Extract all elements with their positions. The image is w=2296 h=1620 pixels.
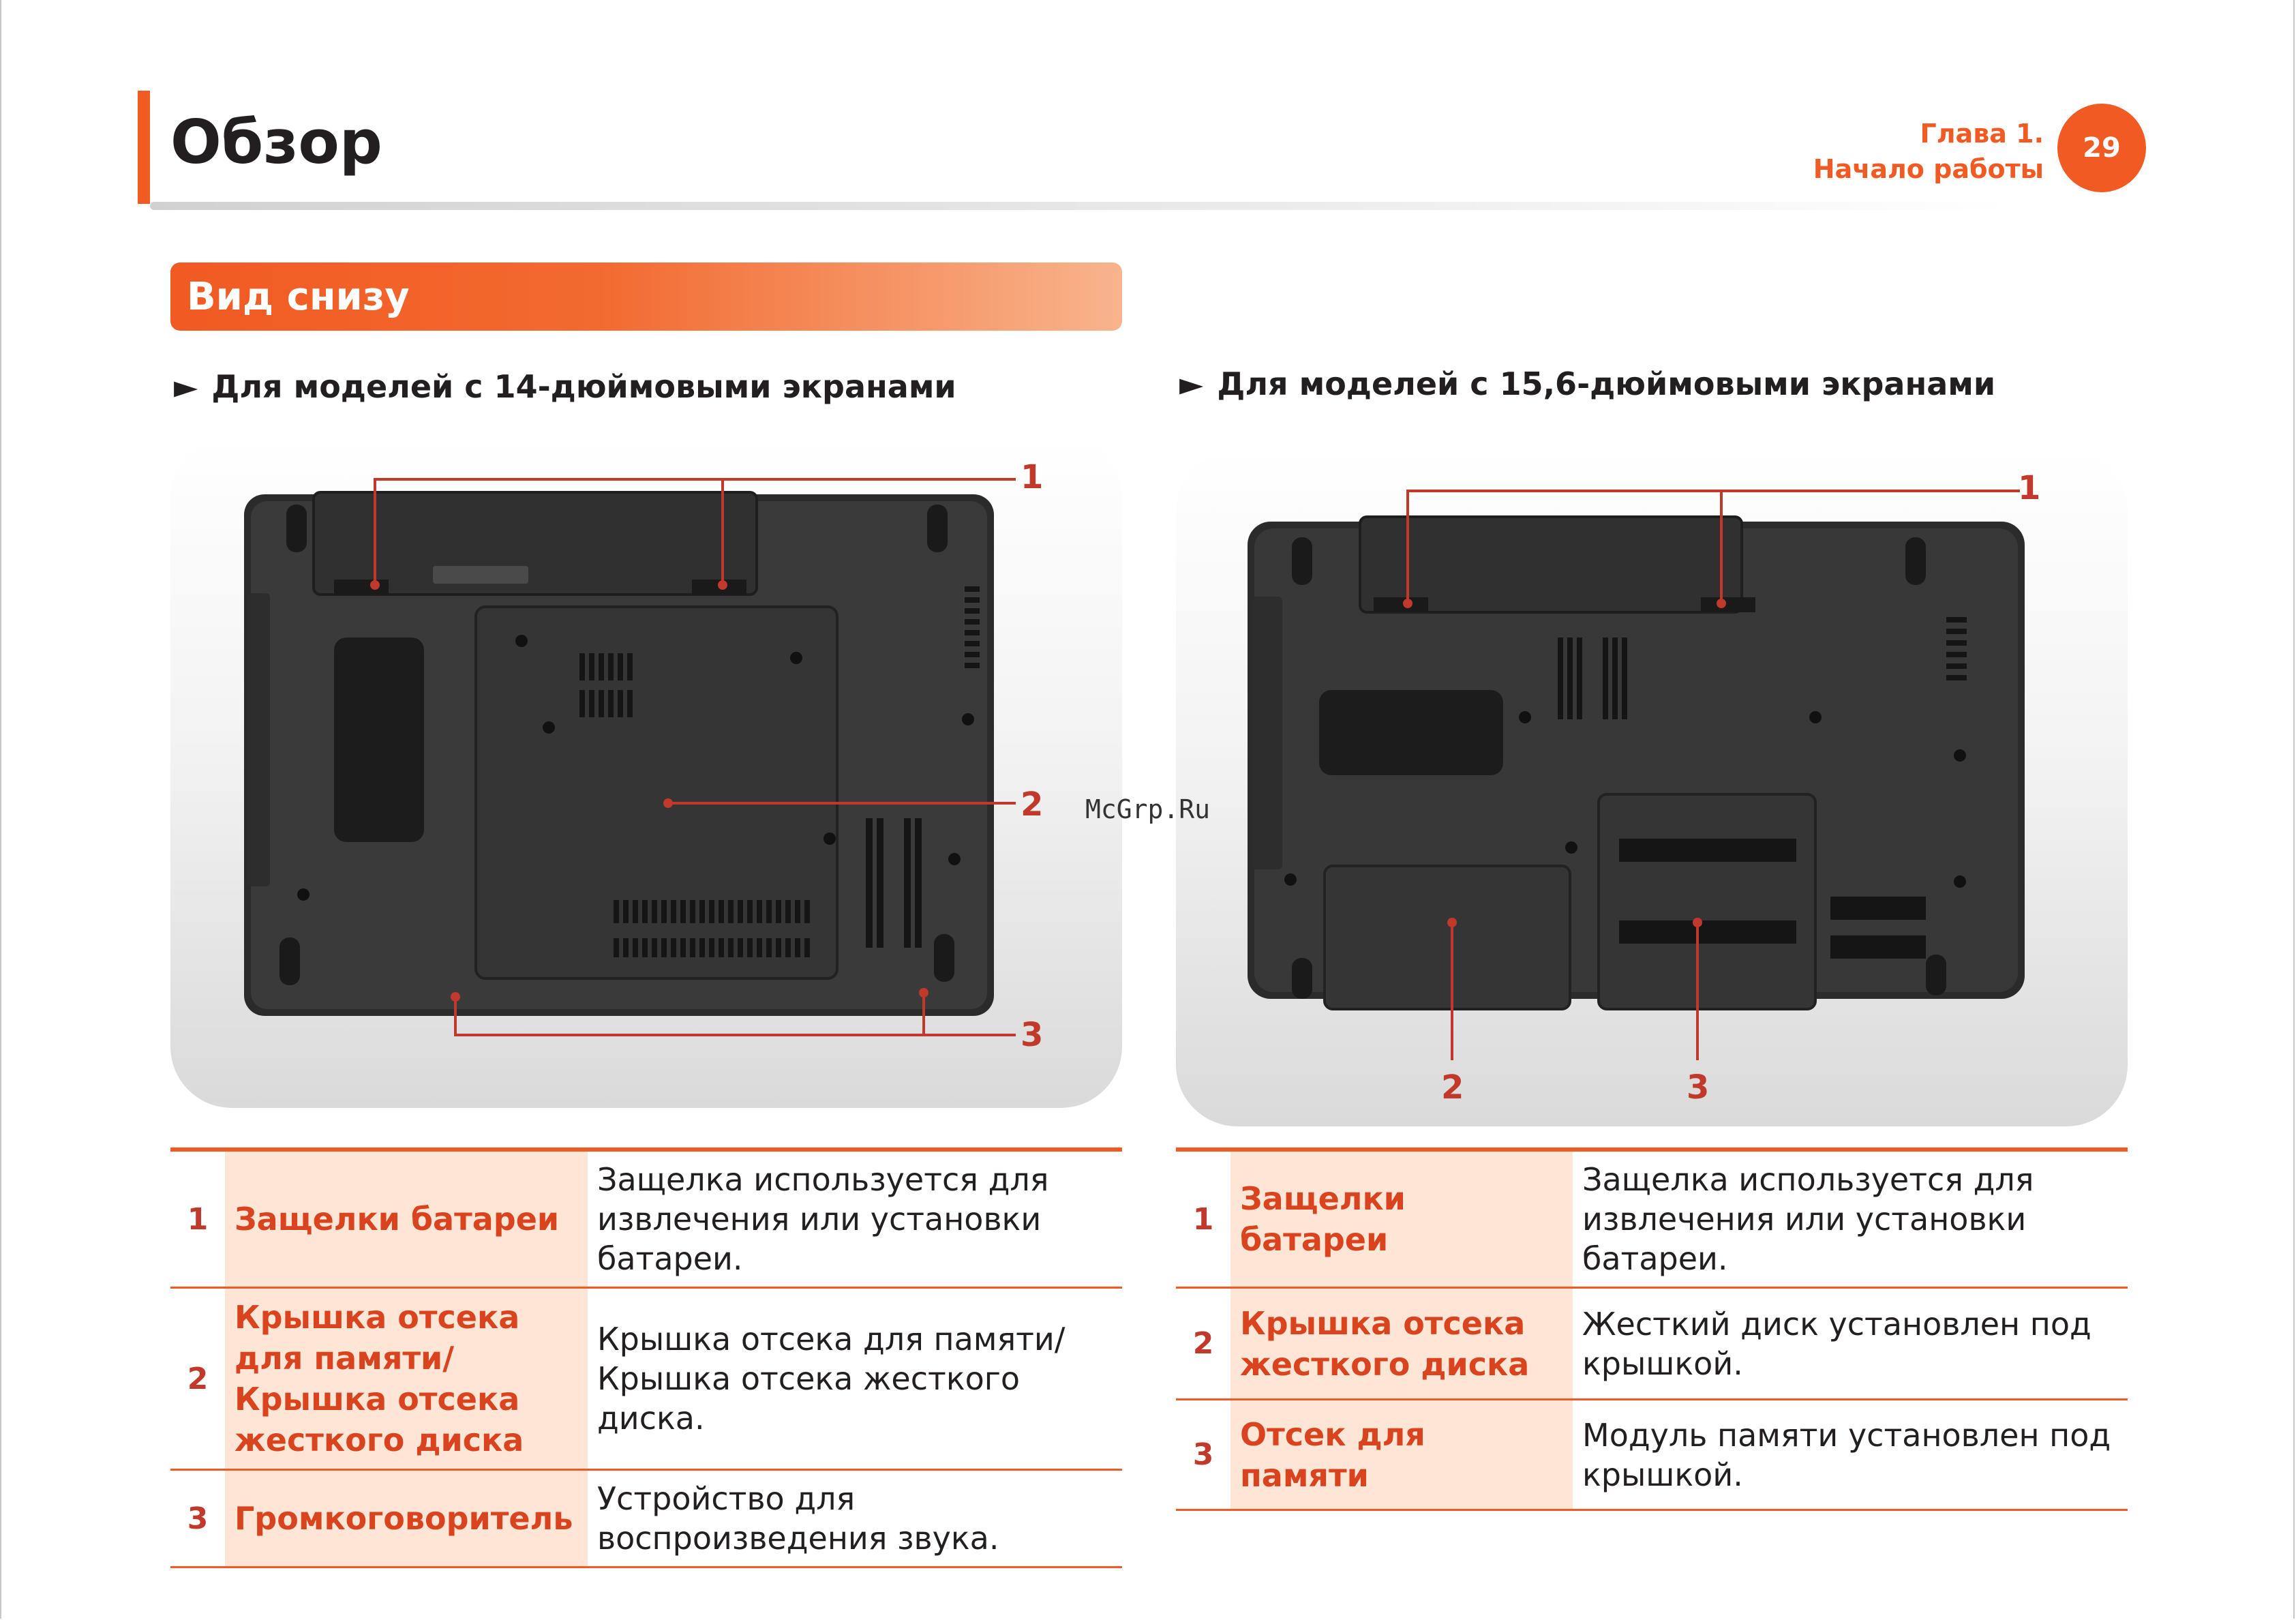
row-number: 2	[170, 1288, 225, 1470]
table-row	[1176, 1400, 2128, 1510]
part-name: Крышка отсека для памяти/Крышка отсека жесткого диска	[225, 1288, 588, 1470]
left-subheading-text: Для моделей с 14-дюймовыми экранами	[211, 368, 956, 405]
table-row	[1176, 1150, 2128, 1288]
section-title: Вид снизу	[187, 274, 410, 319]
watermark: McGrp.Ru	[1085, 794, 1211, 824]
table-row	[170, 1150, 1122, 1288]
row-number: 1	[1176, 1150, 1230, 1288]
row-number: 1	[170, 1150, 225, 1288]
chapter-title: Начало работы	[1813, 154, 2044, 184]
header-rule	[150, 202, 2018, 210]
page-title: Обзор	[170, 107, 382, 177]
laptop-15-bottom-illustration	[1176, 450, 2128, 1126]
laptop-14-bottom-illustration	[170, 436, 1122, 1108]
right-callout-3: 3	[1687, 1068, 1710, 1107]
left-callout-1: 1	[1021, 458, 1044, 496]
part-name: Защелки батареи	[225, 1150, 588, 1288]
table-row	[1176, 1288, 2128, 1400]
chapter-number: Глава 1.	[1920, 119, 2044, 149]
row-number: 3	[1176, 1400, 1230, 1510]
row-number: 3	[170, 1470, 225, 1567]
part-name: Защелки батареи	[1230, 1150, 1573, 1288]
right-callout-2: 2	[1441, 1068, 1464, 1107]
part-description: Устройство для воспроизведения звука.	[588, 1470, 1122, 1567]
left-parts-table	[170, 1148, 1122, 1568]
row-number: 2	[1176, 1288, 1230, 1400]
triangle-arrow-icon: ►	[174, 368, 198, 405]
part-name: Крышка отсека жесткого диска	[1230, 1288, 1573, 1400]
table-row	[170, 1470, 1122, 1567]
part-description: Жесткий диск установлен под крышкой.	[1573, 1288, 2128, 1400]
part-description: Модуль памяти установлен под крышкой.	[1573, 1400, 2128, 1510]
right-callout-1: 1	[2018, 469, 2041, 507]
left-callout-3: 3	[1021, 1016, 1044, 1054]
right-parts-table	[1176, 1148, 2128, 1511]
left-laptop-bottom-photo	[170, 436, 1122, 1108]
right-laptop-bottom-photo	[1176, 450, 2128, 1126]
table-row	[170, 1288, 1122, 1470]
title-accent-bar	[138, 91, 150, 204]
part-description: Крышка отсека для памяти/Крышка отсека жесткого диска.	[588, 1288, 1122, 1470]
page-number-badge: 29	[2057, 104, 2146, 192]
part-description: Защелка используется для извлечения или установки батареи.	[588, 1150, 1122, 1288]
right-subheading	[1179, 365, 1995, 402]
triangle-arrow-icon: ►	[1179, 365, 1204, 402]
right-subheading-text: Для моделей с 15,6-дюймовыми экранами	[1217, 365, 1996, 402]
part-name: Громкоговоритель	[225, 1470, 588, 1567]
part-description: Защелка используется для извлечения или установки батареи.	[1573, 1150, 2128, 1288]
left-callout-2: 2	[1021, 785, 1044, 824]
part-name: Отсек для памяти	[1230, 1400, 1573, 1510]
section-heading	[170, 262, 1122, 331]
left-subheading	[174, 368, 956, 405]
chapter-label	[1813, 116, 2044, 187]
